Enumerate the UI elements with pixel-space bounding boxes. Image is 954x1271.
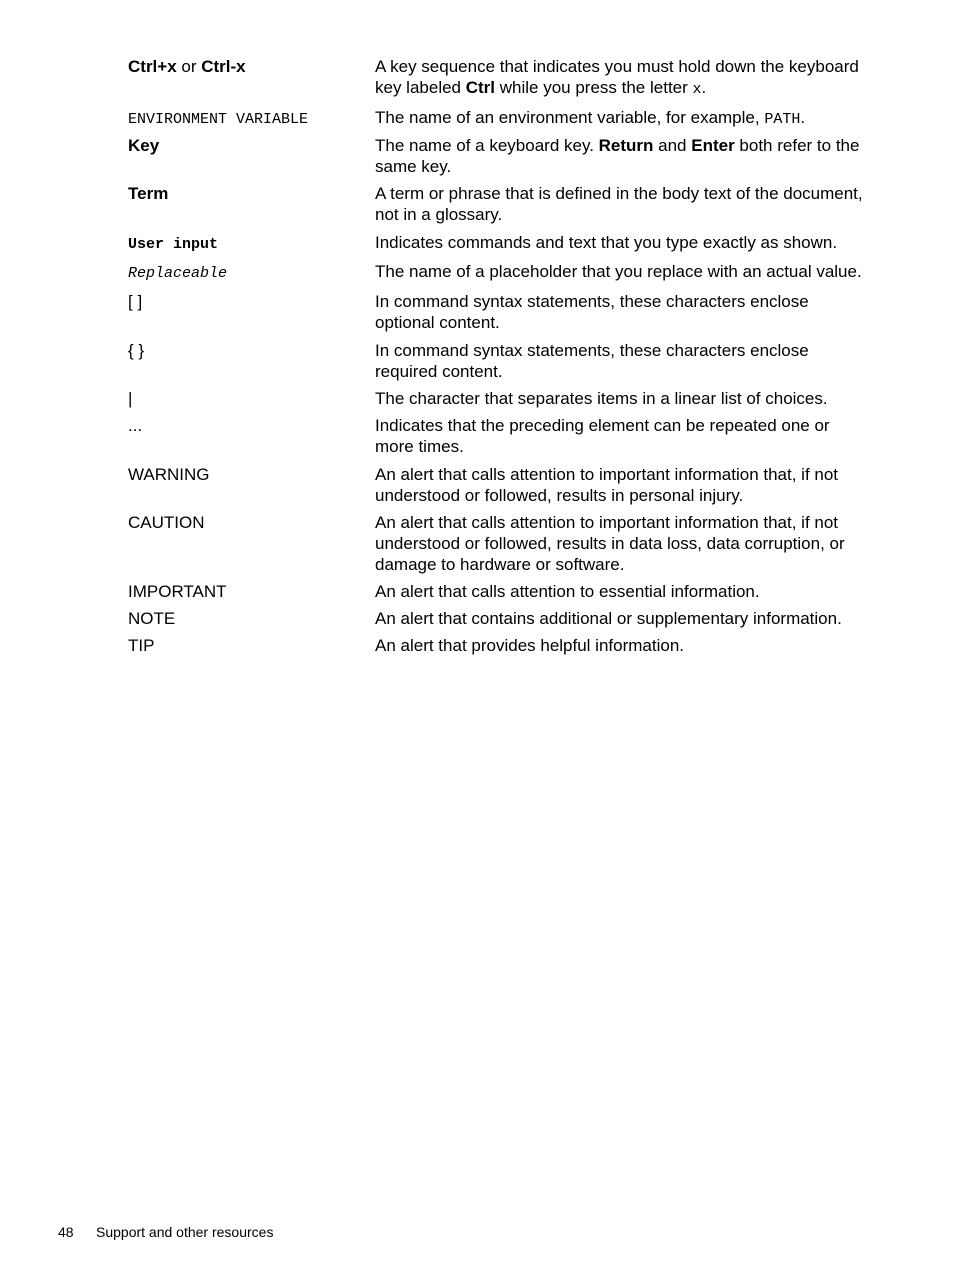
convention-description-text: An alert that calls attention to important information that, if not understood or followed, results in personal injury. (375, 465, 839, 505)
convention-description (375, 634, 870, 656)
convention-description-text: In command syntax statements, these characters enclose optional content. (375, 292, 809, 332)
convention-description-text: A term or phrase that is defined in the body text of the document, not in a glossary. (375, 184, 863, 224)
convention-description-text: The character that separates items in a linear list of choices. (375, 389, 828, 408)
convention-term (128, 290, 375, 312)
convention-description-text: An alert that calls attention to essential information. (375, 582, 760, 601)
convention-description-text: A key sequence that indicates you must hold down the keyboard key labeled (375, 57, 859, 97)
convention-description (375, 134, 870, 177)
convention-row (128, 339, 870, 382)
convention-description-text: Indicates commands and text that you type exactly as shown. (375, 233, 838, 252)
convention-description (375, 231, 870, 253)
convention-description (375, 260, 870, 282)
convention-description-text: An alert that calls attention to important information that, if not understood or followed, results in data loss, data corruption, or damage to hardware or software. (375, 513, 845, 574)
convention-term-text: TIP (128, 636, 155, 655)
convention-term-text: or (176, 57, 202, 76)
convention-row (128, 511, 870, 575)
convention-description (375, 387, 870, 409)
convention-description (375, 55, 870, 100)
convention-description (375, 580, 870, 602)
convention-description (375, 463, 870, 506)
convention-term-text: CAUTION (128, 513, 205, 532)
convention-description (375, 339, 870, 382)
convention-term (128, 463, 375, 485)
convention-description-text: and (653, 136, 692, 155)
convention-row (128, 106, 870, 130)
convention-description-text: The name of an environment variable, for example, (375, 108, 765, 127)
convention-row (128, 414, 870, 457)
convention-description-text: PATH (764, 111, 801, 128)
convention-row (128, 260, 870, 284)
convention-term-text: Ctrl-x (201, 57, 246, 76)
convention-term (128, 607, 375, 629)
convention-term-text: { } (128, 341, 145, 360)
convention-term (128, 511, 375, 533)
convention-description (375, 607, 870, 629)
convention-term (128, 387, 375, 409)
convention-description-text: In command syntax statements, these characters enclose required content. (375, 341, 809, 381)
convention-description-text: while you press the letter (495, 78, 693, 97)
convention-term (128, 231, 375, 255)
footer-section-title: Support and other resources (96, 1224, 274, 1240)
convention-term (128, 182, 375, 204)
convention-row (128, 580, 870, 602)
convention-term-text: ... (128, 416, 143, 435)
convention-term-text: NOTE (128, 609, 176, 628)
convention-term-text: User input (128, 236, 219, 253)
convention-term (128, 634, 375, 656)
convention-term-text: [ ] (128, 292, 143, 311)
convention-description-text: Enter (691, 136, 735, 155)
convention-term (128, 414, 375, 436)
convention-row (128, 231, 870, 255)
convention-row (128, 55, 870, 100)
typographic-conventions-table (128, 55, 870, 656)
convention-row (128, 463, 870, 506)
convention-term-text: WARNING (128, 465, 210, 484)
convention-description-text: Indicates that the preceding element can be repeated one or more times. (375, 416, 830, 456)
convention-term (128, 106, 375, 130)
convention-row (128, 387, 870, 409)
convention-row (128, 607, 870, 629)
page-number: 48 (58, 1224, 74, 1240)
convention-description (375, 414, 870, 457)
convention-description-text: . (800, 108, 806, 127)
convention-description (375, 106, 870, 130)
convention-row (128, 182, 870, 225)
convention-term-text: ENVIRONMENT VARIABLE (128, 111, 309, 128)
convention-row (128, 290, 870, 333)
convention-description-text: both refer to the same key. (375, 136, 860, 176)
convention-term-text: IMPORTANT (128, 582, 227, 601)
convention-description-text: Return (598, 136, 654, 155)
convention-description (375, 290, 870, 333)
convention-row (128, 134, 870, 177)
convention-row (128, 634, 870, 656)
convention-term (128, 339, 375, 361)
convention-term (128, 260, 375, 284)
convention-description (375, 182, 870, 225)
convention-term (128, 134, 375, 156)
page-footer (58, 1223, 273, 1241)
convention-term-text: Ctrl+x (128, 57, 177, 76)
convention-description-text: . (701, 78, 707, 97)
convention-description (375, 511, 870, 575)
convention-term (128, 55, 375, 77)
convention-description-text: The name of a keyboard key. (375, 136, 599, 155)
convention-term-text: Replaceable (128, 265, 228, 282)
convention-description-text: The name of a placeholder that you replace with an actual value. (375, 262, 862, 281)
convention-term (128, 580, 375, 602)
convention-term-text: Term (128, 184, 169, 203)
convention-description-text: An alert that contains additional or supplementary information. (375, 609, 842, 628)
convention-description-text: An alert that provides helpful information. (375, 636, 685, 655)
convention-description-text: Ctrl (465, 78, 496, 97)
convention-term-text: | (128, 389, 133, 408)
convention-term-text: Key (128, 136, 160, 155)
convention-description-text: x (692, 81, 702, 98)
